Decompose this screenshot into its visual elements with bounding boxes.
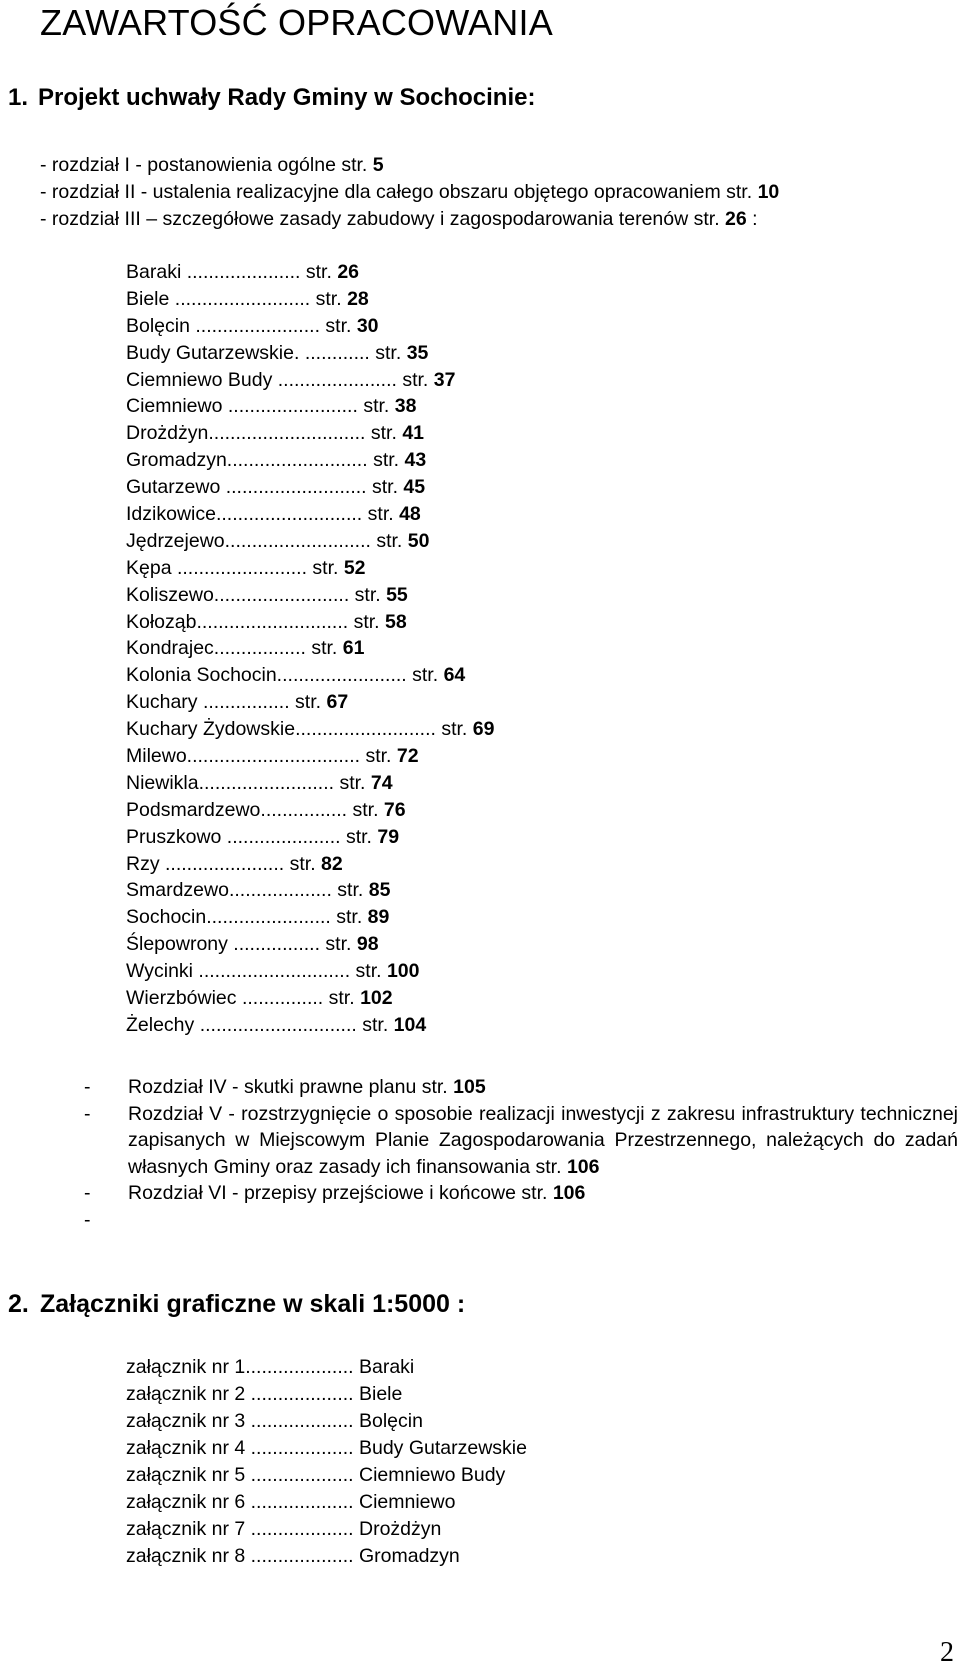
village-page: 45 xyxy=(403,476,426,499)
attachment-entry: załącznik nr 2 ................... Biele xyxy=(126,1383,403,1405)
village-entry xyxy=(126,1012,494,1039)
village-name: Kolonia Sochocin........................ str. xyxy=(126,664,444,687)
village-name: Gutarzewo .......................... str. xyxy=(126,476,404,499)
village-name: Budy Gutarzewskie. ............ str. xyxy=(126,341,407,364)
village-entry xyxy=(126,743,494,770)
village-name: Gromadzyn.......................... str. xyxy=(126,449,405,472)
village-name: Sochocin....................... str. xyxy=(126,906,368,929)
village-entry xyxy=(126,340,494,367)
chapter-entry xyxy=(84,1180,960,1207)
section-1-number: 1. xyxy=(8,84,29,111)
village-page: 26 xyxy=(337,261,360,283)
chapter-page: 26 xyxy=(725,208,747,230)
village-name: Rzy ...................... str. xyxy=(126,852,322,875)
village-name: Kondrajec................. str. xyxy=(126,637,343,660)
village-page: 61 xyxy=(342,637,365,660)
village-page: 69 xyxy=(472,718,495,741)
village-entry xyxy=(126,313,494,340)
chapter-text-body: Rozdział IV - skutki prawne planu str. xyxy=(128,1076,454,1098)
village-name: Podsmardzewo................ str. xyxy=(126,798,384,821)
village-entry xyxy=(126,958,494,985)
village-page: 98 xyxy=(356,933,379,956)
village-name: Kępa ........................ str. xyxy=(126,556,344,579)
village-entry xyxy=(126,770,494,797)
chapter-entry xyxy=(40,152,779,179)
chapter-entry xyxy=(84,1207,960,1234)
chapter-page: 10 xyxy=(757,181,780,203)
chapter-text: - rozdział II - ustalenia realizacyjne dla całego obszaru objętego opracowaniem str. xyxy=(40,181,758,203)
village-name: Smardzewo................... str. xyxy=(126,879,369,902)
village-page: 76 xyxy=(383,798,406,821)
chapter-entry xyxy=(84,1074,960,1101)
village-name: Jędrzejewo........................... str. xyxy=(126,529,408,552)
section-1-heading xyxy=(8,84,535,112)
village-name: Bolęcin ....................... str. xyxy=(126,314,357,337)
village-entry xyxy=(126,474,494,501)
village-entry xyxy=(126,420,494,447)
village-page: 30 xyxy=(356,314,379,337)
chapter-page: 5 xyxy=(372,154,384,176)
village-name: Żelechy ............................. str. xyxy=(126,1013,394,1036)
village-name: Wycinki ............................ str. xyxy=(126,960,387,983)
village-entry xyxy=(126,824,494,851)
page-number: 2 xyxy=(940,1637,954,1668)
village-entry xyxy=(126,555,494,582)
document-title: ZAWARTOŚĆ OPRACOWANIA xyxy=(40,2,553,43)
chapter-text xyxy=(128,1101,958,1181)
village-page: 35 xyxy=(406,341,429,364)
village-page: 82 xyxy=(321,852,343,875)
attachment-entry: załącznik nr 5 ................... Ciemniewo Budy xyxy=(126,1464,506,1486)
village-entry xyxy=(126,367,494,394)
village-page: 38 xyxy=(394,395,417,418)
village-entry xyxy=(126,877,494,904)
village-name: Ciemniewo Budy ...................... str. xyxy=(126,368,434,391)
chapter-text: - rozdział I - postanowienia ogólne str. xyxy=(40,154,373,176)
village-entry xyxy=(126,662,494,689)
village-list xyxy=(126,259,494,1039)
chapter-text xyxy=(128,1074,958,1101)
chapter-text xyxy=(128,1207,958,1234)
village-entry xyxy=(126,501,494,528)
section-2-title: Załączniki graficzne w skali 1:5000 : xyxy=(40,1290,466,1318)
village-page: 85 xyxy=(368,879,391,902)
chapter-text xyxy=(128,1180,958,1207)
attachment-entry: załącznik nr 7 ................... Drożdżyn xyxy=(126,1518,442,1540)
section-2-number: 2. xyxy=(8,1290,29,1318)
village-entry xyxy=(126,985,494,1012)
later-chapter-list xyxy=(84,1074,960,1233)
section-1-title: Projekt uchwały Rady Gminy w Sochocinie: xyxy=(38,84,536,111)
attachment-entry: załącznik nr 6 ................... Ciemniewo xyxy=(126,1491,456,1513)
chapter-entry xyxy=(84,1101,960,1181)
village-entry xyxy=(126,609,494,636)
chapter-suffix: : xyxy=(746,208,758,230)
village-page: 58 xyxy=(385,610,407,633)
village-entry xyxy=(126,635,494,662)
village-entry xyxy=(126,286,494,313)
village-name: Baraki ..................... str. xyxy=(126,261,338,283)
village-entry xyxy=(126,528,494,555)
village-entry xyxy=(126,931,494,958)
chapter-page: 106 xyxy=(552,1182,586,1204)
village-page: 41 xyxy=(402,422,425,445)
chapter-text-body: Rozdział V - rozstrzygnięcie o sposobie realizacji inwestycji z zakresu infrastruktury technicznej zapisanych w Miejscowym Planie Zagospodarowania Przestrzennego, należących do zadań własnych Gminy oraz zasady ich finansowania str. xyxy=(128,1102,958,1178)
village-name: Kuchary ................ str. xyxy=(126,691,327,714)
village-page: 28 xyxy=(347,287,369,310)
village-name: Niewikla......................... str. xyxy=(126,771,371,794)
village-page: 52 xyxy=(343,556,366,579)
village-entry xyxy=(126,259,494,286)
village-name: Ślepowrony ................ str. xyxy=(126,933,357,956)
village-name: Idzikowice........................... str. xyxy=(126,503,400,526)
attachment-list xyxy=(126,1354,527,1570)
village-name: Pruszkowo ..................... str. xyxy=(126,825,378,848)
village-page: 102 xyxy=(360,987,393,1010)
village-page: 67 xyxy=(326,691,349,714)
village-name: Wierzbówiec ............... str. xyxy=(126,987,361,1010)
chapter-text-body: Rozdział VI - przepisy przejściowe i końcowe str. xyxy=(128,1182,553,1204)
village-page: 64 xyxy=(443,664,466,687)
village-entry xyxy=(126,393,494,420)
chapter-entry xyxy=(40,179,779,206)
village-entry xyxy=(126,797,494,824)
attachment-entry: załącznik nr 4 ................... Budy Gutarzewskie xyxy=(126,1437,527,1459)
village-page: 104 xyxy=(393,1013,427,1036)
village-page: 55 xyxy=(386,583,408,606)
section-2-heading xyxy=(8,1290,465,1319)
village-page: 48 xyxy=(399,503,421,526)
village-entry xyxy=(126,447,494,474)
village-page: 43 xyxy=(404,449,427,472)
village-entry xyxy=(126,689,494,716)
list-dash: - xyxy=(84,1102,91,1125)
village-page: 79 xyxy=(377,825,400,848)
village-name: Koliszewo......................... str. xyxy=(126,583,387,606)
attachment-entry: załącznik nr 8 ................... Gromadzyn xyxy=(126,1545,460,1567)
village-name: Kołoząb............................ str. xyxy=(126,610,386,633)
village-name: Milewo................................ str. xyxy=(126,745,397,768)
village-entry xyxy=(126,716,494,743)
attachment-entry: załącznik nr 3 ................... Bolęcin xyxy=(126,1410,423,1432)
list-dash: - xyxy=(84,1076,91,1098)
village-page: 72 xyxy=(396,745,419,768)
list-dash: - xyxy=(84,1208,91,1231)
village-page: 50 xyxy=(407,529,430,552)
attachment-entry: załącznik nr 1.................... Baraki xyxy=(126,1356,415,1378)
chapter-page: 105 xyxy=(453,1076,486,1098)
village-name: Drożdżyn............................. str. xyxy=(126,422,403,445)
village-name: Kuchary Żydowskie.......................... str. xyxy=(126,718,473,741)
village-page: 37 xyxy=(433,368,456,391)
chapter-page: 106 xyxy=(566,1155,600,1178)
village-page: 74 xyxy=(370,771,393,794)
village-name: Biele ......................... str. xyxy=(126,287,348,310)
village-entry xyxy=(126,582,494,609)
village-entry xyxy=(126,904,494,931)
chapter-entry xyxy=(40,206,779,233)
list-dash: - xyxy=(84,1182,91,1204)
village-page: 89 xyxy=(367,906,390,929)
village-entry xyxy=(126,851,494,878)
chapter-text: - rozdział III – szczegółowe zasady zabudowy i zagospodarowania terenów str. xyxy=(40,208,726,230)
chapter-list xyxy=(40,152,779,233)
village-name: Ciemniewo ........................ str. xyxy=(126,395,395,418)
village-page: 100 xyxy=(386,960,420,983)
